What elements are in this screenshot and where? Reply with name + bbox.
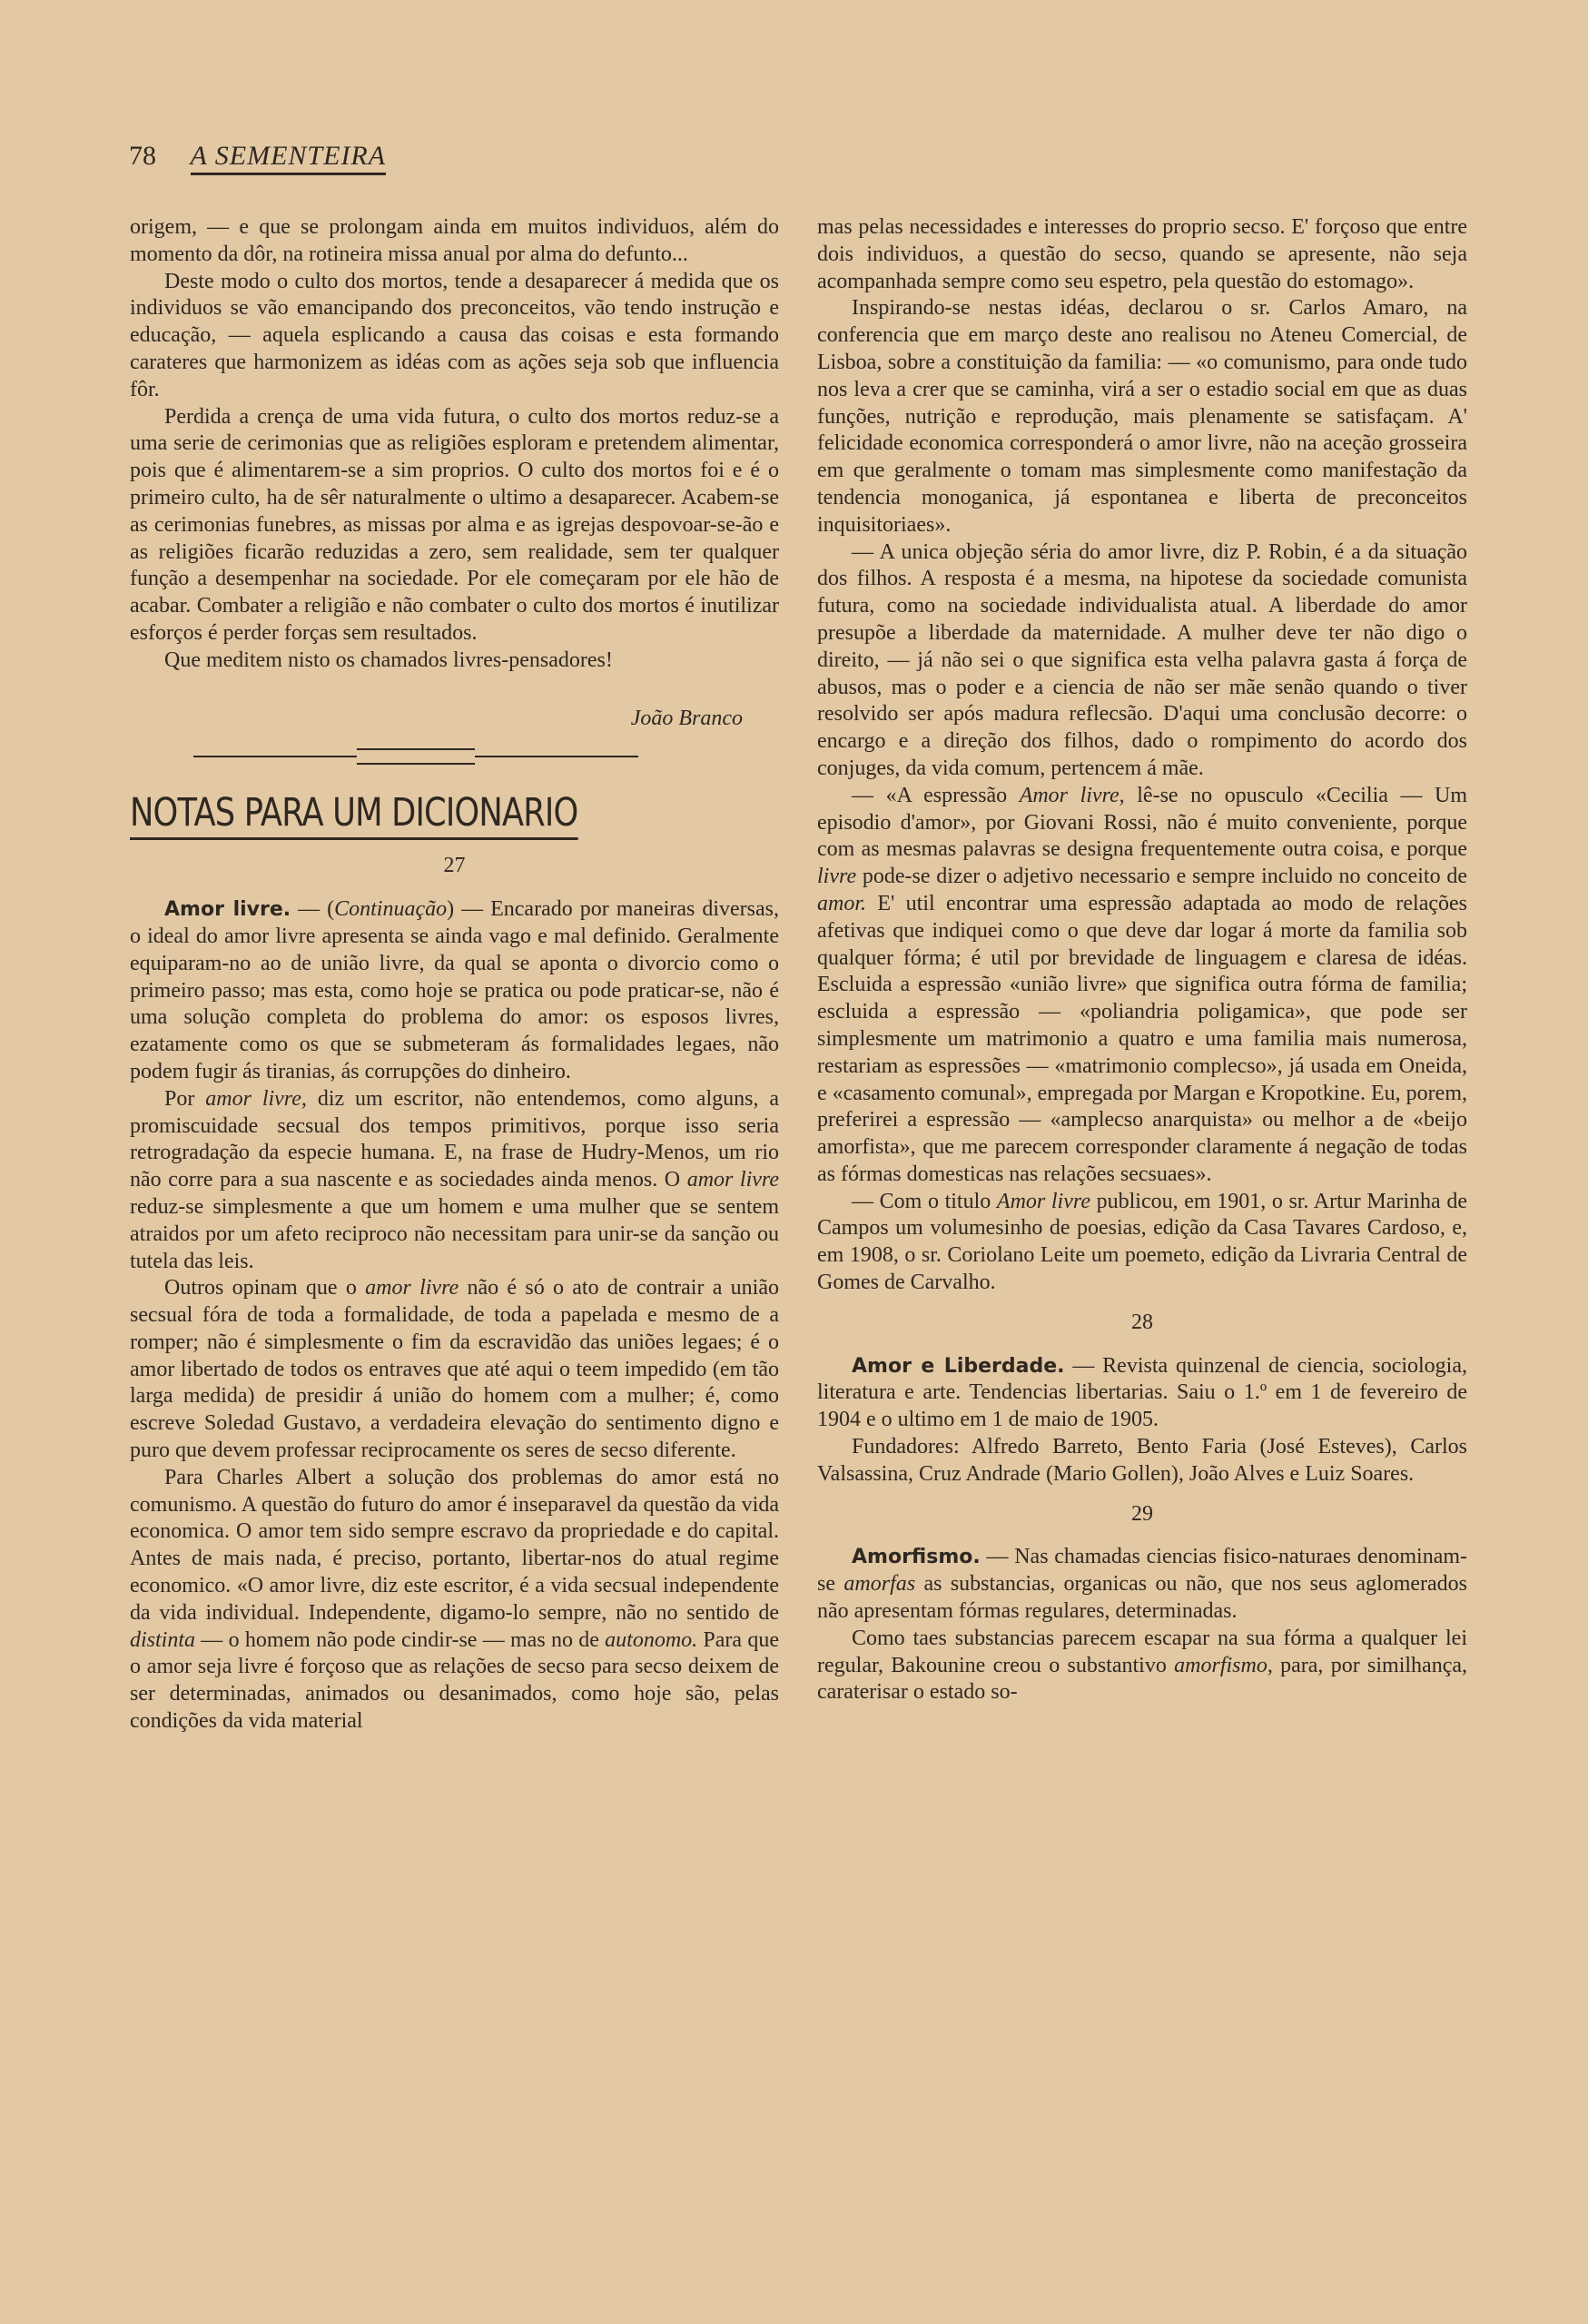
dictionary-entry: Amor e Liberdade. — Revista quinzenal de ciencia, sociologia, literatura e arte. Tendencias libertarias. Saiu o 1.º em 1 de fevereiro de 1904 e o ultimo em 1 de maio de 1905.	[817, 1353, 1467, 1432]
paragraph: Perdida a crença de uma vida futura, o culto dos mortos reduz-se a uma serie de cerimonias que as religiões esploram e pretendem alimentar, pois que é alimentarem-se a sim proprios. O culto dos mortos foi e é o primeiro culto, ha de sêr naturalmente o ultimo a desaparecer. Acabem-se as cerimonias funebres, as missas por alma e as igrejas despovoar-se-ão e as religiões ficarão reduzidas a zero, sem realidade, sem ter qualquer função a desempenhar na sociedade. Por ele começaram por ele hão de acabar. Combater a religião e não combater o culto dos mortos é inutilizar esforços é perder forças sem resultados.	[130, 404, 779, 645]
paragraph: Que meditem nisto os chamados livres-pensadores!	[164, 648, 613, 672]
paragraph: Como taes substancias parecem escapar na sua fórma a qualquer lei regular, Bakounine creou o substantivo amorfismo, para, por similhança, caraterisar o estado so-	[817, 1626, 1467, 1705]
entry-term: Amorfismo.	[852, 1546, 981, 1569]
paragraph: Para Charles Albert a solução dos problemas do amor está no comunismo. A questão do futuro do amor é inseparavel da questão da vida economica. O amor tem sido sempre escravo da propriedade e do capital. Antes de mais nada, é preciso, portanto, libertar-nos do atual regime economico. «O amor livre, diz este escritor, é a vida secsual independente da vida individual. Independente, digamo-lo sempre, não no sentido de distinta — o homem não pode cindir-se — mas no de autonomo. Para que o amor seja livre é forçoso que as relações de secso para secso deixem de ser determinadas, animados ou desanimados, como hoje são, pelas condições da vida material	[130, 1465, 780, 1734]
running-header	[129, 141, 386, 172]
left-column	[130, 214, 779, 1736]
paragraph: — A unica objeção séria do amor livre, diz P. Robin, é a da situação dos filhos. A resposta é a mesma, na hipotese da sociedade comunista futura, como na sociedade individualista atual. A liberdade do amor presupõe a liberdade da maternidade. A mulher deve ter não digo o direito, — já não sei o que significa esta velha palavra gasta á força de abusos, mas o poder e a ciencia de não ser mãe senão quando o tiver resolvido ser após madura reflecsão. D'aqui uma conclusão decorre: o encargo e a direção dos filhos, dado o rompimento do acordo dos conjuges, da vida comum, pertencem á mãe.	[817, 539, 1467, 780]
author-signature: João Branco	[630, 706, 743, 730]
paragraph: — Com o titulo Amor livre publicou, em 1901, o sr. Artur Marinha de Campos um volumesinho de poesias, edição da Casa Tavares Cardoso, e, em 1908, o sr. Coriolano Leite um poemeto, edição da Livraria Central de Gomes de Carvalho.	[817, 1189, 1467, 1295]
entry-number: 29	[1131, 1501, 1153, 1526]
paragraph: — «A espressão Amor livre, lê-se no opusculo «Cecilia — Um episodio d'amor», por Giovani Rossi, não é muito conveniente, porque com as mesmas palavras se designa frequentemente outra coisa, e porque livre pode-se dizer o adjetivo necessario e sempre incluido no conceito de amor. E' util encontrar uma espressão adaptada ao modo de relações afetivas que indiquei como o que deve dar logar á morte da familia sob qualquer fórma; é util por brevidade de linguagem e claresa de idéas. Escluida a espressão «união livre» que significa outra fórma de familia; escluida a espressão — «poliandria poligamica», que pode ser simplesmente um matrimonio a quatro e uma familia mais numerosa, restariam as espressões — «matrimonio complecso», já usada em Oneida, e «casamento comunal», empregada por Margan e Kropotkine. Eu, porem, preferirei a espressão — «amplecso anarquista» ou melhor a de «beijo amorfista», que me parecem corresponder claramente á negação de todas as fórmas domesticas nas relações secsuaes».	[817, 783, 1468, 1186]
entry-term: Amor e Liberdade.	[852, 1354, 1065, 1378]
ornamental-divider	[130, 745, 779, 766]
paragraph: origem, — e que se prolongam ainda em muitos individuos, além do momento da dôr, na rotineira missa anual por alma do defunto...	[130, 215, 779, 266]
paragraph: Por amor livre, diz um escritor, não entendemos, como alguns, a promiscuidade secsual dos tempos primitivos, porque isso seria retrogradação da especie humana. E, na frase de Hudry-Menos, um rio não corre para a sua nascente e as sociedades ainda menos. O amor livre reduz-se simplesmente a que um homem e uma mulher que se sentem atraidos por um afeto reciproco não necessitam para unir-se da sanção ou tutela das leis.	[130, 1086, 780, 1273]
dictionary-entry: Amorfismo. — Nas chamadas ciencias fisico-naturaes denominam-se amorfas as substancias, organicas ou não, que nos seus aglomerados não apresentam fórmas regulares, determinadas.	[817, 1545, 1467, 1624]
paragraph: Deste modo o culto dos mortos, tende a desaparecer á medida que os individuos se vão emancipando dos preconceitos, vão tendo instrução e educação, — aquela esplicando a causa das coisas e esta formando carateres que harmonizem as idéas com as ações seja sob que influencia fôr.	[130, 269, 779, 401]
paragraph: Fundadores: Alfredo Barreto, Bento Faria (José Esteves), Carlos Valsassina, Cruz Andrade (Mario Gollen), João Alves e Luiz Soares.	[817, 1435, 1467, 1486]
entry-number: 27	[443, 854, 466, 878]
page-number: 78	[129, 141, 156, 171]
entry-term: Amor livre.	[164, 898, 291, 922]
paragraph: mas pelas necessidades e interesses do proprio secso. E' forçoso que entre dois individuos, a questão do secso, quando se apresente, não seja acompanhada sempre como seu espetro, pela questão do estomago».	[817, 215, 1467, 293]
entry-number: 28	[1131, 1310, 1153, 1334]
dictionary-entry: Amor livre. — (Continuação) — Encarado por maneiras diversas, o ideal do amor livre apresenta se ainda vago e mal definido. Geralmente equiparam-no ao de união livre, da qual se aponta o divorcio como o primeiro passo; mas esta, como hoje se pratica ou pode praticar-se, não é uma solução completa do problema do amor: os esposos livres, ezatamente como os que se submeteram ás formalidades legaes, não podem fugir ás tiranias, ás corrupções do dinheiro.	[130, 897, 779, 1083]
paragraph: Inspirando-se nestas idéas, declarou o sr. Carlos Amaro, na conferencia que em março deste ano realisou no Ateneu Comercial, de Lisboa, sobre a constituição da familia: — «o comunismo, para onde tudo nos leva a crer que se caminha, virá a ser o estadio social em que as duas funções, nutrição e reprodução, mais plenamente se satisfaçam. A' felicidade economica corresponderá o amor livre, não na aceção grosseira em que geralmente o tomam mas simplesmente como manifestação da tendencia monoganica, já espontanea e liberta de preconceitos inquisitoriaes».	[817, 296, 1467, 537]
right-column	[817, 214, 1467, 1706]
paragraph: Outros opinam que o amor livre não é só o ato de contrair a união secsual fóra de toda a formalidade, de toda a papelada e mesmo de a romper; não é simplesmente o fim da escravidão das uniões legaes; é o amor libertado de todos os entraves que até aqui o teem impedido (em tão larga medida) de presidir á união do homem com a mulher; é, como escreve Soledad Gustavo, a verdadeira elevação do sentimento digno e puro que devem professar reciprocamente os seres de secso diferente.	[130, 1276, 779, 1463]
section-title: NOTAS PARA UM DICIONARIO	[130, 790, 577, 840]
journal-title: A SEMENTEIRA	[191, 141, 387, 175]
